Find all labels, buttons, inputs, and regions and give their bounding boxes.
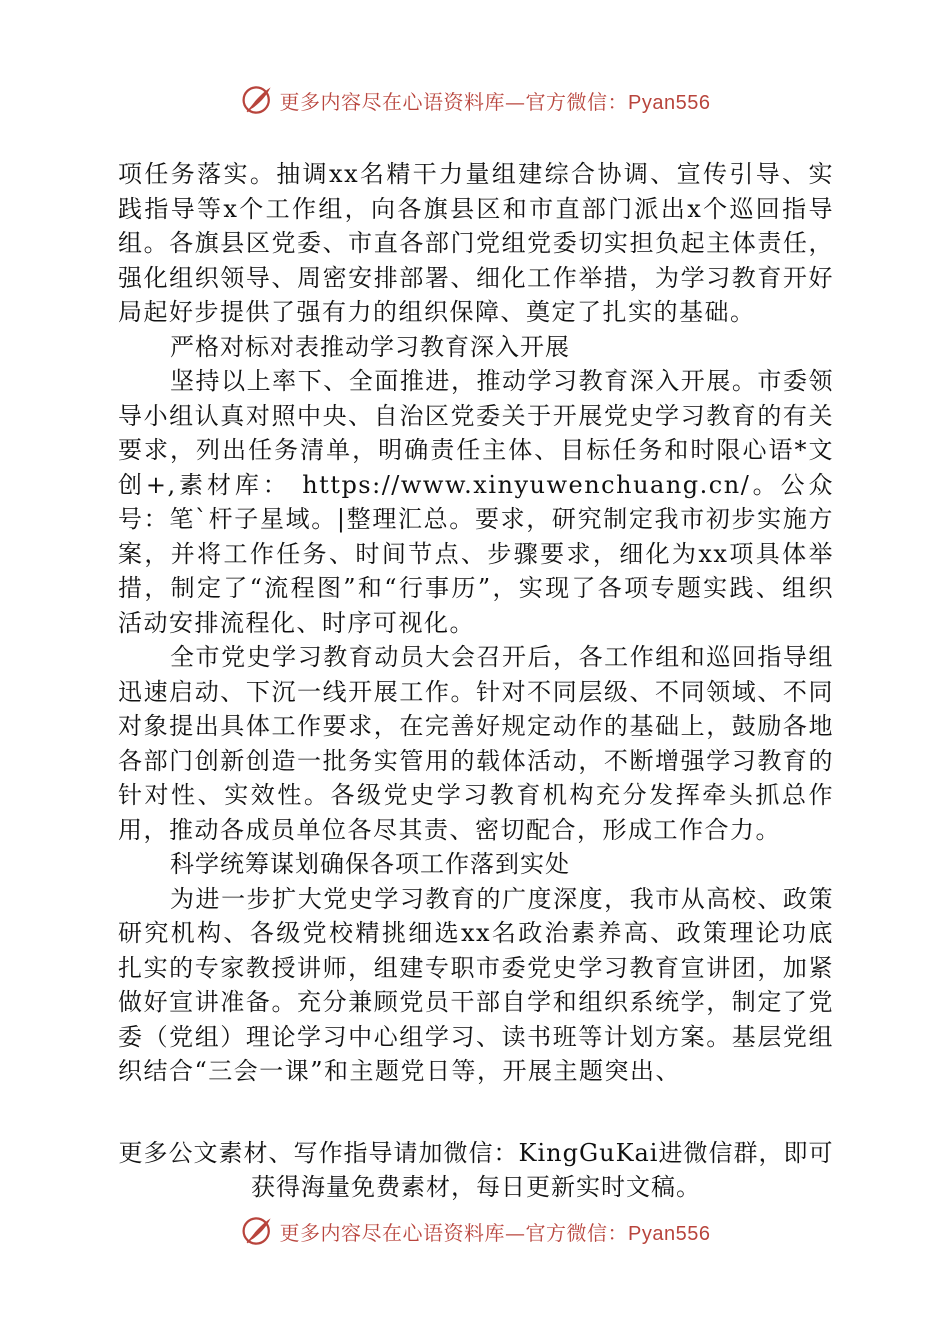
header-banner: [0, 80, 950, 120]
section-heading: 严格对标对表推动学习教育深入开展: [170, 332, 570, 361]
header-banner-label: 更多内容尽在心语资料库—官方微信：: [279, 89, 629, 114]
footer-banner-wechat: Pyan556: [628, 1222, 711, 1245]
body-paragraph: 坚持以上率下、全面推进，推动学习教育深入开展。市委领导小组认真对照中央、自治区党委关于开展党史学习教育的有关要求，列出任务清单，明确责任主体、目标任务和时限心语*文创+,素材库： https://www.xinyuwenchuang.cn/。公众号：笔`杆子星域。|整理汇总。要求，研究制定我市初步实施方案，并将工作任务、时间节点、步骤要求，细化为xx项具体举措，制定了“流程图”和“行事历”，实现了各项专题实践、组织活动安排流程化、时序可视化。: [118, 367, 834, 637]
footer-promo-line-1: 更多公文素材、写作指导请加微信：KingGuKai进微信群，即可: [118, 1139, 834, 1167]
header-banner-text: [280, 86, 711, 115]
document-body: [118, 157, 834, 1089]
body-paragraph: 为进一步扩大党史学习教育的广度深度，我市从高校、政策研究机构、各级党校精挑细选xx名政治素养高、政策理论功底扎实的专家教授讲师，组建专职市委党史学习教育宣讲团，加紧做好宣讲准备。充分兼顾党员干部自学和组织系统学，制定了党委（党组）理论学习中心组学习、读书班等计划方案。基层党组织结合“三会一课”和主题党日等，开展主题突出、: [118, 884, 834, 1085]
header-banner-wechat: Pyan556: [628, 91, 711, 114]
footer-promo-line-2: 获得海量免费素材，每日更新实时文稿。: [251, 1173, 701, 1201]
continuation-paragraph: 项任务落实。抽调xx名精干力量组建综合协调、宣传引导、实践指导等x个工作组，向各旗县区和市直部门派出x个巡回指导组。各旗县区党委、市直各部门党组党委切实担负起主体责任，强化组织领导、周密安排部署、细化工作举措，为学习教育开好局起好步提供了强有力的组织保障、奠定了扎实的基础。: [118, 160, 834, 326]
section-heading: 科学统筹谋划确保各项工作落到实处: [170, 850, 570, 878]
footer-banner-text: [280, 1217, 711, 1246]
quill-pen-logo-icon: [240, 82, 276, 118]
quill-pen-logo-icon: [240, 1213, 276, 1249]
footer-promo-note: [118, 1136, 834, 1204]
footer-banner-label: 更多内容尽在心语资料库—官方微信：: [279, 1220, 629, 1245]
body-paragraph: 全市党史学习教育动员大会召开后，各工作组和巡回指导组迅速启动、下沉一线开展工作。针对不同层级、不同领域、不同对象提出具体工作要求，在完善好规定动作的基础上，鼓励各地各部门创新创造一批务实管用的载体活动，不断增强学习教育的针对性、实效性。各级党史学习教育机构充分发挥牵头抓总作用，推动各成员单位各尽其责、密切配合，形成工作合力。: [118, 643, 834, 844]
footer-banner: [0, 1211, 950, 1251]
